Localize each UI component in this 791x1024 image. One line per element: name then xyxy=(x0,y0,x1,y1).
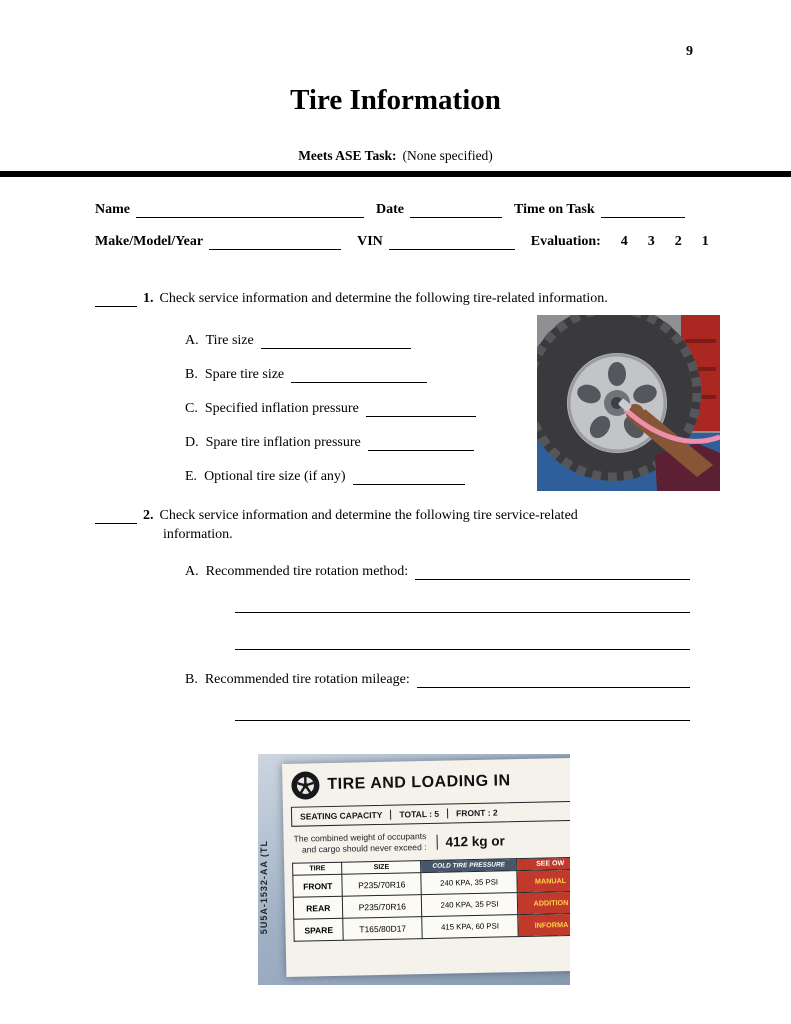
name-label: Name xyxy=(95,202,130,217)
table-header-cell: TIRE xyxy=(293,863,343,876)
item-label: Recommended tire rotation mileage: xyxy=(204,672,410,687)
item-letter: C. xyxy=(185,401,198,416)
item-letter: B. xyxy=(185,672,198,687)
table-cell: FRONT xyxy=(293,875,343,898)
table-header-cell: SIZE xyxy=(342,861,421,875)
answer-line xyxy=(235,720,690,721)
header-row-2 xyxy=(95,232,709,250)
task-1-item-a xyxy=(185,331,411,349)
seating-capacity-row xyxy=(291,801,570,827)
page-title: Tire Information xyxy=(290,84,501,116)
item-letter: A. xyxy=(185,564,199,579)
evaluation-value-1: 1 xyxy=(701,234,709,249)
task-2-text-line2 xyxy=(163,525,233,543)
item-blank xyxy=(261,333,411,349)
item-blank xyxy=(353,469,465,485)
table-cell: 240 KPA, 35 PSI xyxy=(421,871,517,895)
table-cell: P235/70R16 xyxy=(343,895,422,919)
evaluation-value-2: 2 xyxy=(674,234,682,249)
item-letter: D. xyxy=(185,435,199,450)
task-1-status-blank xyxy=(95,291,137,307)
task-1-text: Check service information and determine the following tire-related information. xyxy=(159,291,608,306)
task-2-number: 2. xyxy=(143,508,154,523)
item-label: Recommended tire rotation method: xyxy=(205,564,409,579)
tire-loading-placard-photo xyxy=(258,754,570,985)
task-1-item-c xyxy=(185,399,476,417)
header-row-1 xyxy=(95,200,685,218)
weight-text-line1: The combined weight of occupants xyxy=(293,830,427,844)
placard-title: TIRE AND LOADING IN xyxy=(327,772,511,794)
task-2-item-a xyxy=(185,562,690,580)
evaluation-value-3: 3 xyxy=(647,234,655,249)
weight-value: 412 kg or xyxy=(436,833,505,849)
seating-front: FRONT : 2 xyxy=(447,807,506,818)
ase-task-label: Meets ASE Task: xyxy=(298,148,397,163)
vin-label: VIN xyxy=(357,234,383,249)
task-2-text-continued: information. xyxy=(163,527,233,542)
table-cell: 415 KPA, 60 PSI xyxy=(422,915,518,939)
vin-blank xyxy=(389,234,515,250)
item-blank xyxy=(366,401,476,417)
item-blank xyxy=(417,672,690,688)
item-label: Optional tire size (if any) xyxy=(204,469,346,484)
item-label: Spare tire inflation pressure xyxy=(205,435,361,450)
item-label: Spare tire size xyxy=(204,367,285,382)
task-2-text-line1: Check service information and determine the following tire service-related xyxy=(159,508,578,523)
task-1-item-b xyxy=(185,365,427,383)
task-1-item-e xyxy=(185,467,465,485)
tire-inflation-photo xyxy=(537,315,720,491)
placard-label xyxy=(282,758,570,977)
weight-text xyxy=(293,831,426,856)
seating-capacity-label: SEATING CAPACITY xyxy=(300,809,383,822)
task-1 xyxy=(95,289,608,307)
answer-line xyxy=(235,649,690,650)
make-model-year-label: Make/Model/Year xyxy=(95,234,204,249)
time-on-task-blank xyxy=(601,202,685,218)
placard-header xyxy=(290,765,570,801)
table-cell: P235/70R16 xyxy=(342,873,421,897)
item-blank xyxy=(368,435,474,451)
evaluation-label: Evaluation: xyxy=(530,234,601,249)
item-blank xyxy=(291,367,427,383)
tire-inflation-photo-graphic xyxy=(537,315,720,491)
table-cell: INFORMA xyxy=(518,914,570,937)
date-label: Date xyxy=(376,202,404,217)
item-letter: B. xyxy=(185,367,198,382)
task-1-item-d xyxy=(185,433,474,451)
item-label: Tire size xyxy=(205,333,254,348)
table-cell: SPARE xyxy=(294,919,344,942)
ase-task-value: (None specified) xyxy=(402,148,493,163)
table-row xyxy=(294,914,570,942)
placard-side-text: 5U5A-1532-AA (TL xyxy=(259,840,269,935)
seating-total: TOTAL : 5 xyxy=(390,809,447,820)
item-letter: A. xyxy=(185,333,199,348)
time-on-task-label: Time on Task xyxy=(514,202,595,217)
table-cell: T165/80D17 xyxy=(343,917,422,941)
table-cell: REAR xyxy=(293,897,343,920)
weight-row xyxy=(293,828,570,856)
table-cell: ADDITION xyxy=(517,892,570,915)
task-2 xyxy=(95,506,578,524)
table-header-cell: SEE OW xyxy=(517,858,570,871)
evaluation-value-4: 4 xyxy=(620,234,628,249)
item-letter: E. xyxy=(185,469,198,484)
table-cell: MANUAL xyxy=(517,870,570,893)
weight-text-line2: and cargo should never exceed : xyxy=(301,842,427,855)
item-blank xyxy=(415,564,690,580)
table-cell: 240 KPA, 35 PSI xyxy=(421,893,517,917)
item-label: Specified inflation pressure xyxy=(204,401,359,416)
divider-rule xyxy=(0,171,791,177)
page-number: 9 xyxy=(686,44,693,59)
table-header-cell: COLD TIRE PRESSURE xyxy=(421,859,517,873)
ase-task-line xyxy=(0,148,791,164)
name-blank xyxy=(136,202,364,218)
date-blank xyxy=(410,202,502,218)
tire-loading-table xyxy=(292,857,570,942)
task-1-number: 1. xyxy=(143,291,154,306)
answer-line xyxy=(235,612,690,613)
tire-wheel-icon xyxy=(290,770,321,801)
task-2-status-blank xyxy=(95,508,137,524)
make-model-year-blank xyxy=(209,234,341,250)
task-2-item-b xyxy=(185,670,690,688)
